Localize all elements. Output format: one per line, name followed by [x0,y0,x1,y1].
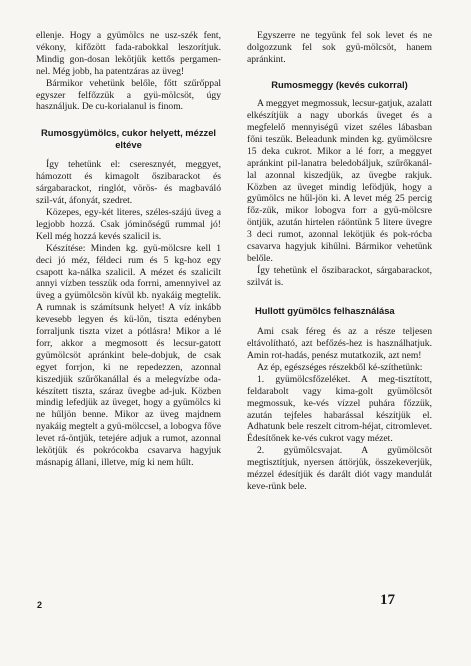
paragraph: Így tehetünk el: cseresznyét, meggyet, hámozott és kimagolt őszibarackot és sárgabarackot, ringlót, vörös- és magbaváló szil-vát, áfonyát, szedret. [36,159,221,207]
right-column [247,30,432,493]
left-column [36,30,221,469]
signature-mark: 2 [37,600,43,610]
page-number: 17 [380,592,395,608]
list-item: 2. gyümölcsvajat. A gyümölcsöt megtisztítjuk, nyersen áttörjük, összekeverjük, mézzel édesítjük és darált diót vagy mandulát keve-rünk bele. [247,445,432,492]
section-heading: Hullott gyümölcs felhasználása [255,304,395,316]
paragraph: Ami csak féreg és az a része teljesen eltávolítható, azt befőzés-hez is használhatjuk. Amin rot-hadás, penész mutatkozik, azt nem! [247,326,432,362]
section-heading: Rumosmeggy (kevés cukorral) [271,78,408,90]
paragraph: Készítése: Minden kg. gyü-mölcsre kell 1 deci jó méz, féldeci rum és 5 kg-hoz egy csapott ka-nálka szalicil. A mézet és szalicilt annyi vízben tesszük oda forrni, amennyivel az üveg a gyümölcsön kívül kb. nyakáig megtelik. A rumnak is számítsunk helyet! A víz inkább kevesebb legyen és kü-lön, tiszta edényben forraljunk tiszta vizet a pótlásra! Mikor a lé forr, akkor a megmosott és lecsur-gatott gyümölcsöt apránkint bele-dobjuk, de csak egyet forrjon, ki ne repedezzen, azonnal kiszedjük szűrőkanállal és a melegvízbe oda-készített tiszta, száraz üvegbe ad-juk. Közben mindig lefedjük az üveget, hogy a gyümölcs ki ne hűljön benne. Mikor az üveg majdnem nyakáig megtelt a gyü-mölccsel, a lobogva főve levet rá-öntjük, tetejére adjuk a rumot, azonnal lekötjük és pokrócokba csavarva hagyjuk másnapig állani, illetve, míg ki nem hűlt. [36,242,221,468]
paragraph: Közepes, egy-két literes, széles-szájú üveg a legjobb hozzá. Csak jóminőségű rummal jó! Kell még hozzá kevés szalicil is. [36,206,221,242]
paragraph: Bármikor vehetünk belőle, főtt szűrőppal egyszer felfőzzük a gyü-mölcsöt, úgy használjuk. De cu-korialanul is finom. [36,77,221,113]
paragraph: A meggyet megmossuk, lecsur-gatjuk, azalatt elkészítjük a nagy uborkás üveget és a megfelelő mennyiségű vizet széles lábasban főni teszük. Beleadunk minden kg. gyümölcsre 15 deka cukrot. Mikor a lé forr, a meggyet apránkint pil-lanatra beledobáljuk, szűrőkanál-lal azonnal kiszedjük, az üvegbe rakjuk. Közben az üveget mindig lefödjük, hogy a gyümölcs ne hűl-jön ki. A levet még 25 percig főz-zük, mikor lobogva forr a gyü-mölcsre öntjük, azután hirtelen ráöntünk 5 litere üvegre 3 deci rumot, azonnal lekötjük és pok-rócba csavarva hagyjuk kihűlni. Bármikor vehetünk belőle. [247,98,432,264]
paragraph: Az ép, egészséges részekből ké-szíthetünk: [257,361,423,373]
paragraph: Így tehetünk el őszibarackot, sárgabarackot, szilvát is. [247,264,432,288]
section-heading: Rumosgyümölcs, cukor helyett, mézzel eltéve [40,127,217,150]
paragraph: Egyszerre ne tegyünk fel sok levet és ne dolgozzunk fel sok gyü-mölcsöt, hanem apránkint. [247,30,432,65]
list-item: 1. gyümölcsfőzeléket. A meg-tisztított, feldarabolt vagy kima-golt gyümölcsöt megmossuk, ke-vés vízzel puhára főzzük, azután tejfeles habarással készítjük el. Adhatunk bele reszelt citrom-héjat, citromlevet. Édesítőnek ke-vés cukrot vagy mézet. [247,373,432,445]
paragraph: ellenje. Hogy a gyümölcs ne usz-szék fent, vékony, kifőzött fada-rabokkal leszorítjuk. Mindig gon-dosan lekötjük kettős pergamen-nel. Még jobb, ha patentzáras az üveg! [36,30,221,77]
